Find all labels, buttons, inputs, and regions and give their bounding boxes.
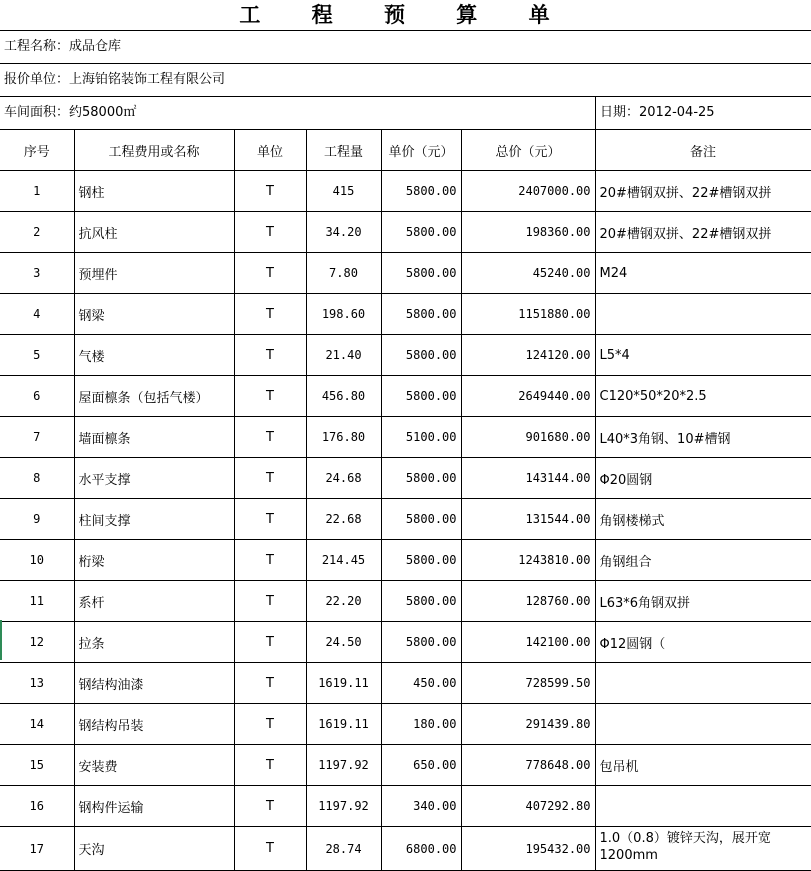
cell-price: 5800.00 (381, 212, 461, 253)
cell-no: 12 (0, 622, 74, 663)
cell-total: 45240.00 (461, 253, 595, 294)
cell-name: 气楼 (74, 335, 234, 376)
cell-total: 198360.00 (461, 212, 595, 253)
cell-no: 6 (0, 376, 74, 417)
cell-total: 128760.00 (461, 581, 595, 622)
cell-unit: T (234, 745, 306, 786)
cell-no: 13 (0, 663, 74, 704)
table-body (0, 171, 811, 871)
cell-note (595, 704, 811, 745)
cell-no: 11 (0, 581, 74, 622)
cell-name: 水平支撑 (74, 458, 234, 499)
cell-note: 角钢楼梯式 (595, 499, 811, 540)
cell-no: 10 (0, 540, 74, 581)
table-row (0, 458, 811, 499)
table-row (0, 417, 811, 458)
cell-note (595, 786, 811, 827)
cell-qty: 1619.11 (306, 704, 381, 745)
cell-unit: T (234, 499, 306, 540)
cell-qty: 21.40 (306, 335, 381, 376)
cell-total: 124120.00 (461, 335, 595, 376)
cell-price: 5800.00 (381, 458, 461, 499)
cell-unit: T (234, 294, 306, 335)
cell-name: 预埋件 (74, 253, 234, 294)
cell-price: 5800.00 (381, 540, 461, 581)
table-row (0, 622, 811, 663)
cell-unit: T (234, 171, 306, 212)
cell-total: 131544.00 (461, 499, 595, 540)
cell-unit: T (234, 417, 306, 458)
cell-unit: T (234, 704, 306, 745)
cell-note: 角钢组合 (595, 540, 811, 581)
cell-no: 2 (0, 212, 74, 253)
cell-unit: T (234, 663, 306, 704)
cell-no: 7 (0, 417, 74, 458)
cell-qty: 176.80 (306, 417, 381, 458)
cell-total: 2649440.00 (461, 376, 595, 417)
cell-qty: 1619.11 (306, 663, 381, 704)
header-note: 备注 (595, 130, 811, 171)
cell-name: 安装费 (74, 745, 234, 786)
cell-price: 5800.00 (381, 171, 461, 212)
table-row (0, 171, 811, 212)
cell-qty: 7.80 (306, 253, 381, 294)
cell-name: 抗风柱 (74, 212, 234, 253)
cell-note: L63*6角钢双拼 (595, 581, 811, 622)
cell-total: 901680.00 (461, 417, 595, 458)
cell-name: 钢结构油漆 (74, 663, 234, 704)
cell-total: 143144.00 (461, 458, 595, 499)
header-name: 工程费用或名称 (74, 130, 234, 171)
cell-price: 5100.00 (381, 417, 461, 458)
table-row (0, 704, 811, 745)
table-row (0, 581, 811, 622)
cell-no: 8 (0, 458, 74, 499)
table-row (0, 786, 811, 827)
cell-no: 17 (0, 827, 74, 871)
quote-date: 日期：2012-04-25 (595, 97, 715, 129)
cell-note: 20#槽钢双拼、22#槽钢双拼 (595, 212, 811, 253)
cell-no: 9 (0, 499, 74, 540)
budget-table (0, 130, 811, 871)
cell-name: 桁梁 (74, 540, 234, 581)
cell-no: 15 (0, 745, 74, 786)
cell-price: 180.00 (381, 704, 461, 745)
cell-price: 340.00 (381, 786, 461, 827)
cell-qty: 22.68 (306, 499, 381, 540)
cell-total: 291439.80 (461, 704, 595, 745)
cell-total: 1151880.00 (461, 294, 595, 335)
cell-unit: T (234, 253, 306, 294)
cell-no: 4 (0, 294, 74, 335)
cell-price: 5800.00 (381, 622, 461, 663)
cell-note: C120*50*20*2.5 (595, 376, 811, 417)
cell-qty: 24.68 (306, 458, 381, 499)
table-row (0, 212, 811, 253)
cell-name: 屋面檩条（包括气楼） (74, 376, 234, 417)
project-name: 工程名称：成品仓库 (4, 39, 122, 54)
cell-qty: 1197.92 (306, 745, 381, 786)
cell-price: 5800.00 (381, 294, 461, 335)
cell-name: 系杆 (74, 581, 234, 622)
cell-qty: 28.74 (306, 827, 381, 871)
table-row (0, 499, 811, 540)
cell-qty: 214.45 (306, 540, 381, 581)
table-row (0, 540, 811, 581)
cell-note: M24 (595, 253, 811, 294)
cell-total: 778648.00 (461, 745, 595, 786)
cell-unit: T (234, 458, 306, 499)
cell-note: L40*3角钢、10#槽钢 (595, 417, 811, 458)
cell-unit: T (234, 622, 306, 663)
cell-total: 728599.50 (461, 663, 595, 704)
cell-no: 5 (0, 335, 74, 376)
cell-qty: 415 (306, 171, 381, 212)
cell-unit: T (234, 335, 306, 376)
table-row (0, 663, 811, 704)
cell-name: 钢柱 (74, 171, 234, 212)
cell-qty: 22.20 (306, 581, 381, 622)
cell-no: 3 (0, 253, 74, 294)
cell-note: 1.0（0.8）镀锌天沟，展开宽1200mm (595, 827, 811, 871)
header-price: 单价（元） (381, 130, 461, 171)
cell-name: 墙面檩条 (74, 417, 234, 458)
cell-unit: T (234, 827, 306, 871)
header-no: 序号 (0, 130, 74, 171)
cell-unit: T (234, 212, 306, 253)
table-row (0, 335, 811, 376)
cell-qty: 24.50 (306, 622, 381, 663)
cell-price: 5800.00 (381, 499, 461, 540)
cell-note (595, 294, 811, 335)
cell-name: 柱间支撑 (74, 499, 234, 540)
cell-note (595, 663, 811, 704)
cell-qty: 34.20 (306, 212, 381, 253)
cell-qty: 198.60 (306, 294, 381, 335)
cell-total: 195432.00 (461, 827, 595, 871)
table-row (0, 253, 811, 294)
cell-name: 钢结构吊装 (74, 704, 234, 745)
cell-note: L5*4 (595, 335, 811, 376)
cell-price: 5800.00 (381, 253, 461, 294)
header-total: 总价（元） (461, 130, 595, 171)
workshop-area: 车间面积：约58000㎡ (4, 105, 137, 120)
table-row (0, 376, 811, 417)
header-qty: 工程量 (306, 130, 381, 171)
cell-name: 拉条 (74, 622, 234, 663)
company-row (0, 64, 811, 97)
cell-no: 14 (0, 704, 74, 745)
header-unit: 单位 (234, 130, 306, 171)
cell-no: 1 (0, 171, 74, 212)
cell-unit: T (234, 376, 306, 417)
table-row (0, 827, 811, 871)
cell-note: Φ20圆钢 (595, 458, 811, 499)
cell-price: 450.00 (381, 663, 461, 704)
cell-qty: 456.80 (306, 376, 381, 417)
cell-qty: 1197.92 (306, 786, 381, 827)
sheet-title: 工 程 预 算 单 (0, 0, 811, 31)
cell-name: 钢梁 (74, 294, 234, 335)
quote-company: 报价单位：上海铂铭装饰工程有限公司 (4, 72, 226, 87)
table-row (0, 294, 811, 335)
area-date-row (0, 97, 811, 130)
project-name-row (0, 31, 811, 64)
cell-price: 5800.00 (381, 335, 461, 376)
cell-no: 16 (0, 786, 74, 827)
cell-unit: T (234, 540, 306, 581)
selection-marker (0, 620, 2, 660)
cell-total: 407292.80 (461, 786, 595, 827)
table-header-row (0, 130, 811, 171)
table-row (0, 745, 811, 786)
cell-total: 142100.00 (461, 622, 595, 663)
cell-price: 6800.00 (381, 827, 461, 871)
cell-note: 20#槽钢双拼、22#槽钢双拼 (595, 171, 811, 212)
cell-note: 包吊机 (595, 745, 811, 786)
cell-total: 1243810.00 (461, 540, 595, 581)
cell-price: 5800.00 (381, 376, 461, 417)
cell-price: 650.00 (381, 745, 461, 786)
cell-note: Φ12圆钢（ (595, 622, 811, 663)
cell-name: 钢构件运输 (74, 786, 234, 827)
cell-unit: T (234, 581, 306, 622)
cell-total: 2407000.00 (461, 171, 595, 212)
cell-unit: T (234, 786, 306, 827)
cell-name: 天沟 (74, 827, 234, 871)
cell-price: 5800.00 (381, 581, 461, 622)
